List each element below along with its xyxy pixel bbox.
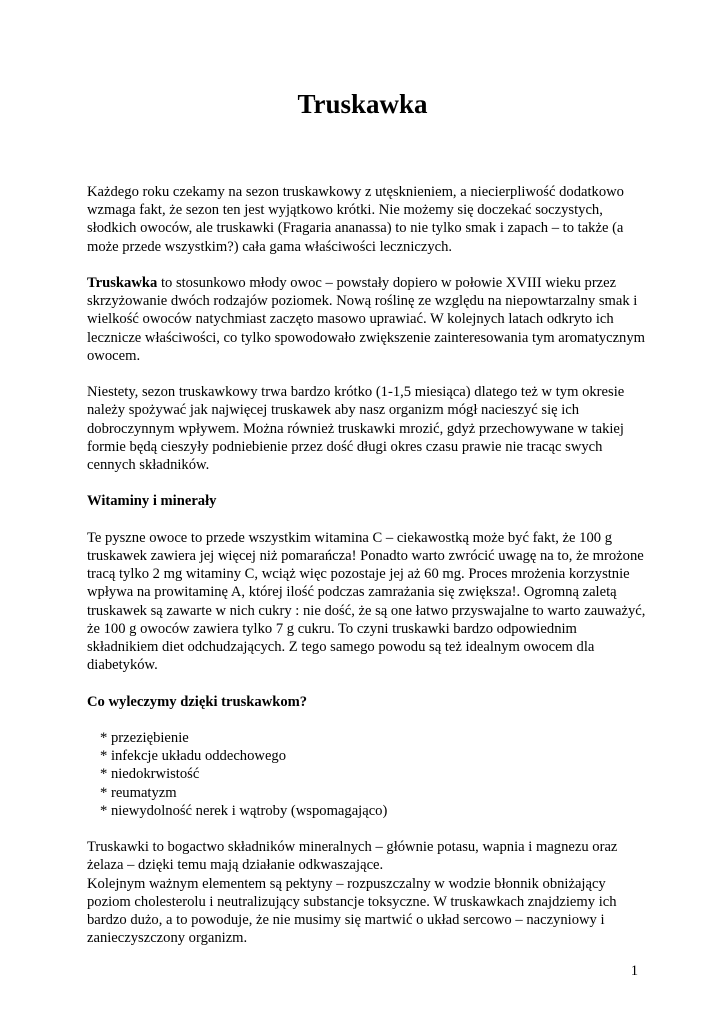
list-item: * reumatyzm	[100, 784, 647, 802]
cures-list	[87, 729, 647, 820]
intro-paragraph: Każdego roku czekamy na sezon truskawkowy z utęsknieniem, a niecierpliwość dodatkowo wzmaga fakt, że sezon ten jest wyjątkowo krótki. Nie możemy się doczekać soczystych, słodkich owoców, ale truskawki (Fragaria ananassa) to nie tylko smak i zapach – to także (a może przede wszystkim?) cała gama właściwości leczniczych.	[87, 184, 624, 255]
list-item: * infekcje układu oddechowego	[100, 747, 647, 765]
page-number: 1	[630, 963, 638, 979]
minerals-paragraph: Truskawki to bogactwo składników mineralnych – głównie potasu, wapnia i magnezu oraz żelaza – dzięki temu mają działanie odkwaszające.	[87, 839, 618, 874]
list-item: * niewydolność nerek i wątroby (wspomagająco)	[100, 802, 647, 820]
document-body	[87, 183, 647, 947]
vitamins-paragraph: Te pyszne owoce to przede wszystkim witamina C – ciekawostką może być fakt, że 100 g truskawek zawiera jej więcej niż pomarańcza! Ponadto warto zwrócić uwagę na to, że mrożone tracą tylko 2 mg witaminy C, wciąż więc pozostaje jej aż 60 mg. Proces mrożenia korzystnie wpływa na prowitaminę A, której ilość podczas zamrażania się zwiększa!. Ogromną zaletą truskawek są zawarte w nich cukry : nie dość, że są one łatwo przyswajalne to warto zauważyć, że 100 g owoców zawiera tylko 7 g cukru. To czyni truskawki bardzo odpowiednim składnikiem diet odchudzających. Z tego samego powodu są też idealnym owocem dla diabetyków.	[87, 529, 646, 674]
origin-paragraph	[87, 274, 647, 365]
list-item: * przeziębienie	[100, 729, 647, 747]
list-item: * niedokrwistość	[100, 765, 647, 783]
page-title: Truskawka	[297, 89, 428, 119]
pectins-paragraph: Kolejnym ważnym elementem są pektyny – rozpuszczalny w wodzie błonnik obniżający poziom cholesterolu i neutralizujący substancje toksyczne. W truskawkach znajdziemy ich bardzo dużo, a to powoduje, że nie musimy się martwić o układ sercowo – naczyniowy i zanieczyszczony organizm.	[87, 875, 617, 947]
origin-text: to stosunkowo młody owoc – powstały dopiero w połowie XVIII wieku przez skrzyżowanie dwóch rodzajów poziomek. Nową roślinę ze względu na niepowtarzalny smak i wielkość owoców natychmiast zaczęto masowo uprawiać. W kolejnych latach odkryto ich lecznicze właściwości, co tylko spowodowało zwiększenie zainteresowania tym aromatycznym owocem.	[87, 275, 646, 364]
season-paragraph: Niestety, sezon truskawkowy trwa bardzo krótko (1-1,5 miesiąca) dlatego też w tym okresie należy spożywać jak najwięcej truskawek aby nasz organizm mógł nacieszyć się ich dobroczynnym wpływem. Można również truskawki mrozić, gdyż przechowywane w takiej formie będą cieszyły podniebienie przez dość długi okres czasu prawie nie tracąc swych cennych składników.	[87, 384, 625, 474]
origin-lead-term: Truskawka	[87, 275, 158, 291]
cures-heading: Co wyleczymy dzięki truskawkom?	[87, 693, 308, 710]
vitamins-heading: Witaminy i minerały	[87, 493, 217, 510]
